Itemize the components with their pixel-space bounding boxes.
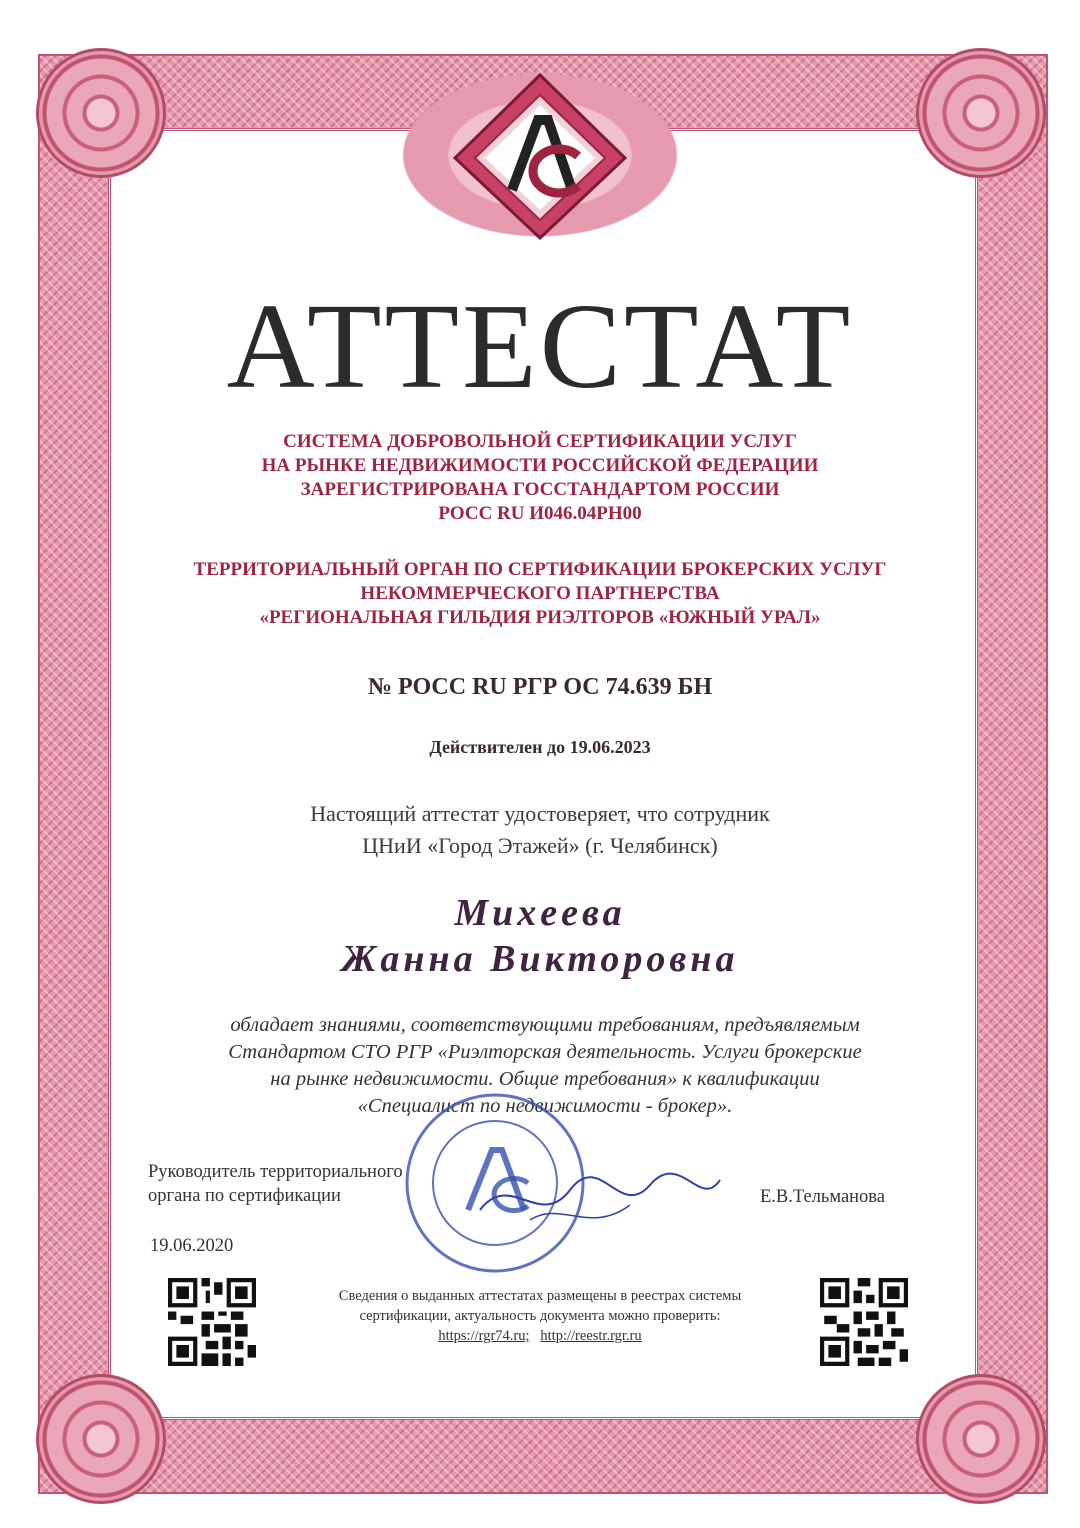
issue-date: 19.06.2020: [150, 1236, 234, 1256]
statement-line: «Специалист по недвижимости - брокер».: [357, 1095, 733, 1117]
emblem-logo-icon: [450, 70, 630, 240]
signature-icon: [470, 1150, 730, 1240]
organ-line: НЕКОММЕРЧЕСКОГО ПАРТНЕРСТВА: [360, 583, 720, 604]
statement-line: на рынке недвижимости. Общие требования» к квалификации: [270, 1068, 820, 1090]
qr-code-icon: [820, 1278, 908, 1366]
registry-line: Сведения о выданных аттестатах размещены в реестрах системы: [338, 1288, 742, 1304]
qr-code-icon: [168, 1278, 256, 1366]
statement-line: обладает знаниями, соответствующими требованиям, предъявляемым: [230, 1014, 860, 1036]
registry-note: [270, 1286, 810, 1346]
document-title: АТТЕСТАТ: [226, 279, 854, 414]
valid-until: Действителен до 19.06.2023: [429, 737, 651, 757]
certificate-number: № РОСС RU РГР ОС 74.639 БН: [367, 674, 713, 700]
registry-links: [270, 1326, 810, 1346]
corner-rosette-icon: [36, 48, 166, 178]
organ-heading: [110, 558, 970, 630]
registry-link-reestr[interactable]: http://reestr.rgr.ru: [540, 1328, 642, 1344]
registry-line: сертификации, актуальность документа можно проверить:: [359, 1308, 721, 1324]
system-line: НА РЫНКЕ НЕДВИЖИМОСТИ РОССИЙСКОЙ ФЕДЕРАЦИИ: [261, 455, 819, 476]
system-heading: [110, 430, 970, 526]
employer-line: ЦНиИ «Город Этажей» (г. Челябинск): [362, 833, 718, 858]
corner-rosette-icon: [916, 48, 1046, 178]
system-line: СИСТЕМА ДОБРОВОЛЬНОЙ СЕРТИФИКАЦИИ УСЛУГ: [283, 431, 797, 452]
role-line: органа по сертификации: [148, 1186, 341, 1206]
corner-rosette-icon: [36, 1374, 166, 1504]
signatory-role: [148, 1160, 403, 1208]
certifies-line: Настоящий аттестат удостоверяет, что сотрудник: [310, 801, 770, 826]
registry-link-rgr74[interactable]: https://rgr74.ru;: [438, 1328, 530, 1344]
signatory-name: Е.В.Тельманова: [760, 1187, 886, 1207]
statement-line: Стандартом СТО РГР «Риэлторская деятельность. Услуги брокерские: [228, 1041, 862, 1063]
system-line: ЗАРЕГИСТРИРОВАНА ГОССТАНДАРТОМ РОССИИ: [300, 479, 780, 500]
role-line: Руководитель территориального: [148, 1162, 403, 1182]
holder-given-names: Жанна Викторовна: [341, 938, 739, 980]
holder-surname: Михеева: [454, 892, 626, 934]
holder-name: [110, 890, 970, 982]
certifies-text: [110, 798, 970, 862]
organ-line: ТЕРРИТОРИАЛЬНЫЙ ОРГАН ПО СЕРТИФИКАЦИИ БРОКЕРСКИХ УСЛУГ: [193, 559, 887, 580]
organ-line: «РЕГИОНАЛЬНАЯ ГИЛЬДИЯ РИЭЛТОРОВ «ЮЖНЫЙ УРАЛ»: [259, 607, 821, 628]
system-registration: РОСС RU И046.04РН00: [438, 503, 642, 524]
corner-rosette-icon: [916, 1374, 1046, 1504]
